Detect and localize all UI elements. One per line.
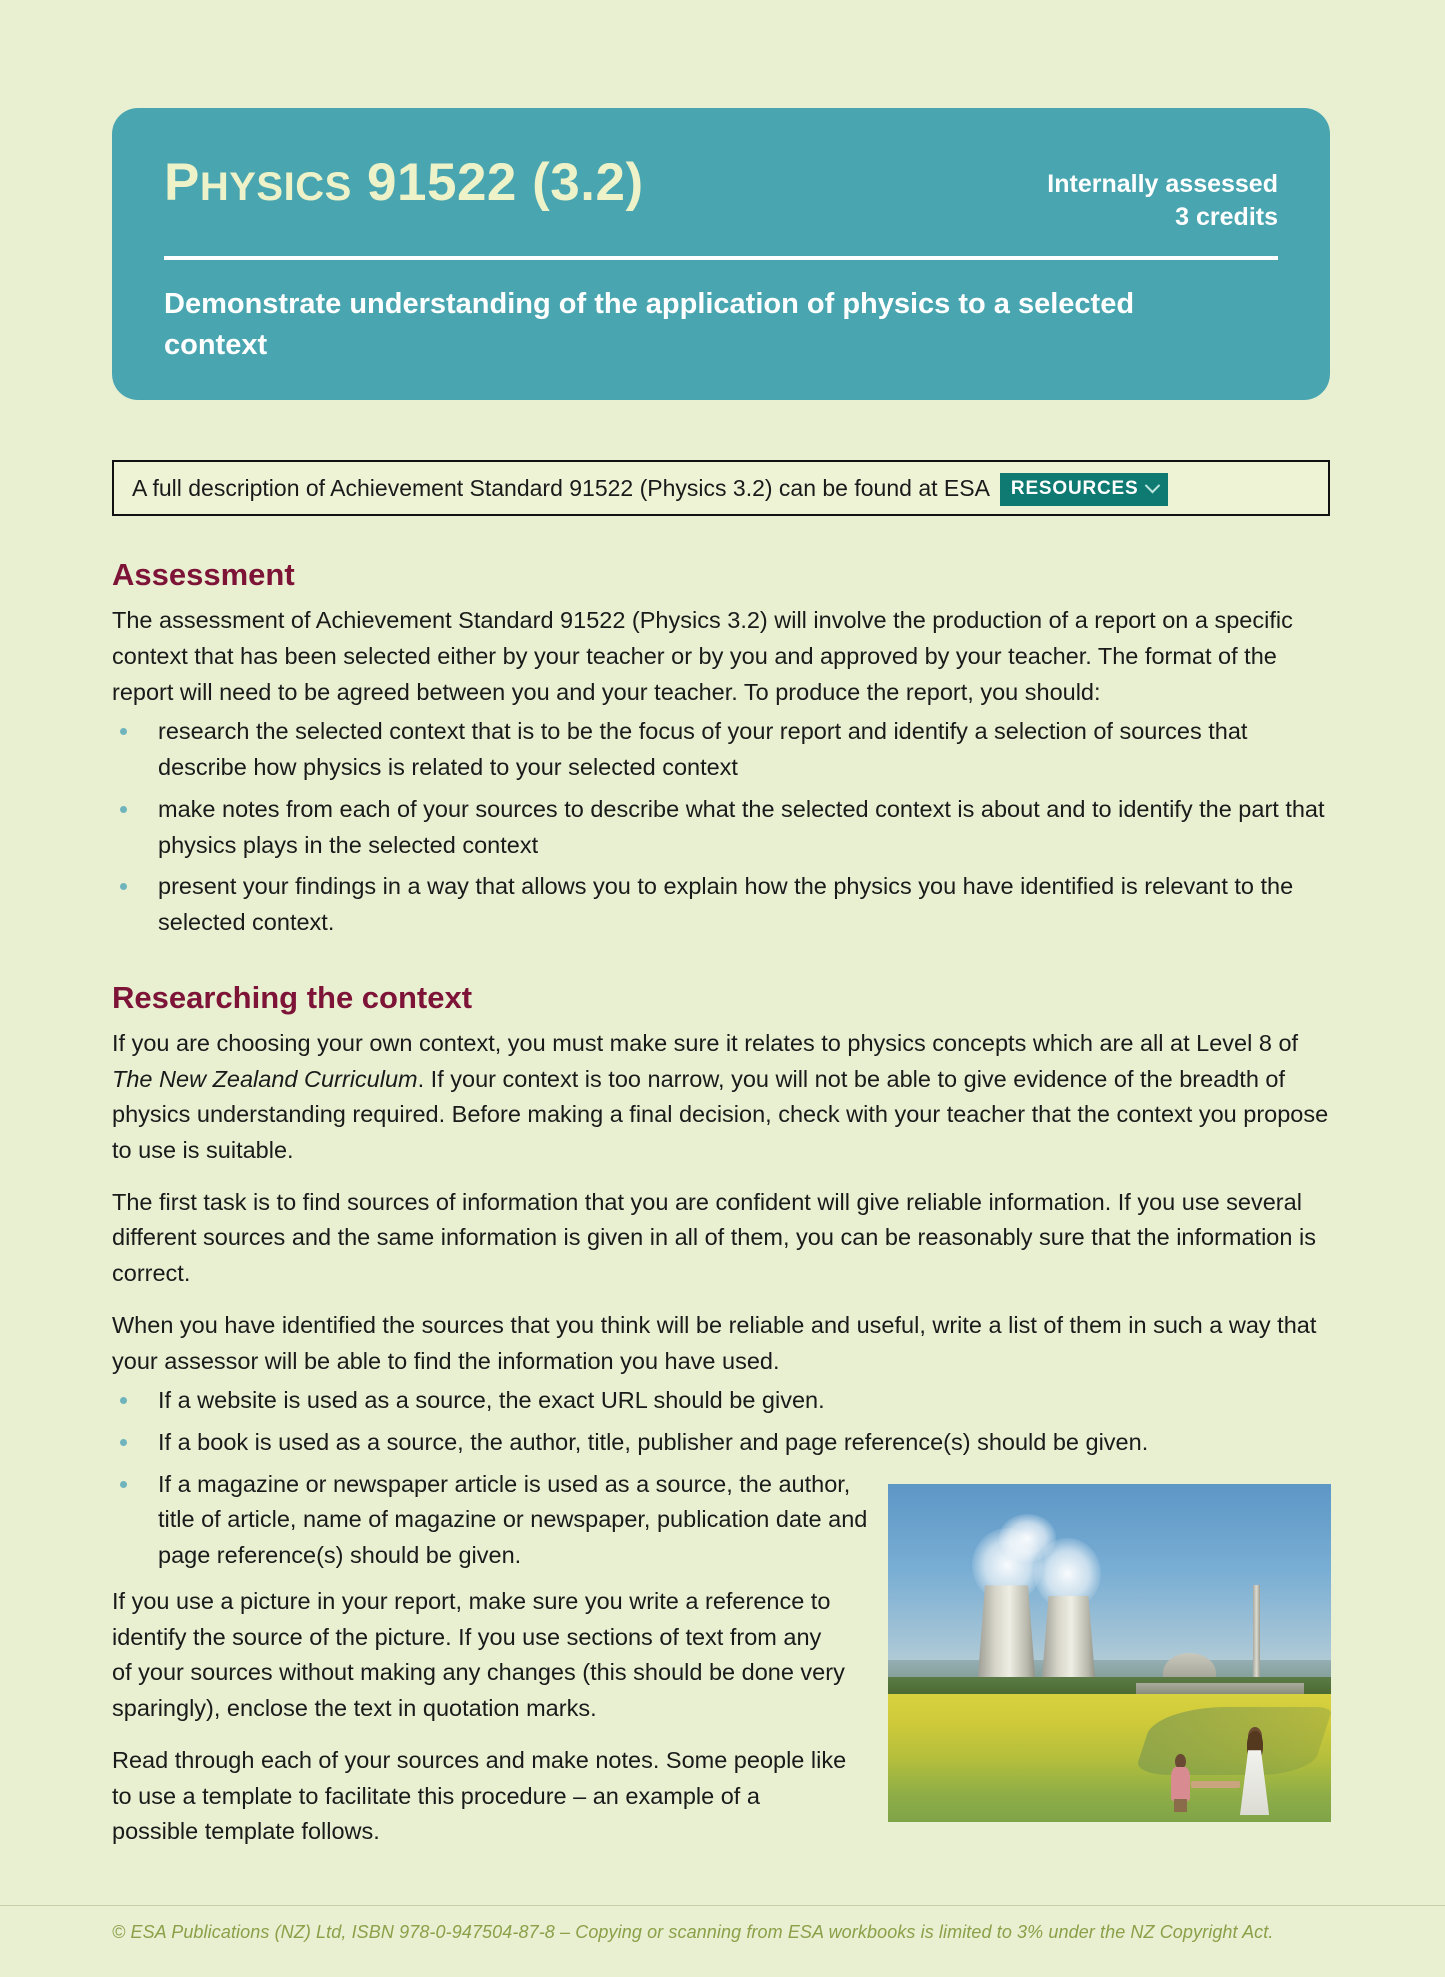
page-title-code: 91522 (3.2) bbox=[351, 153, 644, 212]
page-title-initial: P bbox=[164, 153, 200, 212]
researching-p1-part2: . If your context is too narrow, you will not be able to give evidence of the breadth of physics understanding required. Before making a final decision, check with your teacher that the context you propose to use is suitable. bbox=[112, 1065, 1329, 1163]
footer-divider bbox=[0, 1905, 1445, 1906]
assessment-type: Internally assessed bbox=[1047, 170, 1278, 198]
list-item: If a magazine or newspaper article is used as a source, the author, title of article, name of magazine or newspaper, publication date and page reference(s) should be given. bbox=[112, 1467, 893, 1574]
photo-sky bbox=[888, 1484, 1331, 1677]
researching-paragraph-4: If you use a picture in your report, make sure you write a reference to identify the source of the picture. If you use sections of text from any of your sources without making any changes (this should be done very sparingly), enclose the text in quotation marks. bbox=[112, 1587, 845, 1722]
esa-notice-text: A full description of Achievement Standard 91522 (Physics 3.2) can be found at ESA bbox=[132, 474, 990, 501]
photo-child-dress bbox=[1240, 1750, 1269, 1815]
banner-top-row bbox=[164, 153, 1278, 234]
researching-paragraph-2: The first task is to find sources of information that you are confident will give reliable information. If you use several different sources and the same information is given in all of them, you can be reasonably sure that the information is correct. bbox=[112, 1188, 1316, 1287]
credits-value: 3 credits bbox=[1175, 203, 1278, 231]
standard-subtitle: Demonstrate understanding of the application of physics to a selected context bbox=[164, 288, 1135, 362]
photo-child-shirt bbox=[1171, 1767, 1190, 1801]
photo-joined-hands bbox=[1191, 1781, 1240, 1788]
banner-divider bbox=[164, 256, 1278, 260]
assessment-bullet-list bbox=[112, 714, 1330, 940]
header-banner bbox=[112, 108, 1330, 400]
section-heading-assessment: Assessment bbox=[112, 557, 295, 592]
list-item: If a website is used as a source, the exact URL should be given. bbox=[112, 1383, 1330, 1419]
esa-resources-label: RESOURCES bbox=[1010, 477, 1139, 499]
researching-p1-part1: If you are choosing your own context, you must make sure it relates to physics concepts which are all at Level 8 of bbox=[112, 1029, 1299, 1056]
assessment-meta bbox=[1047, 156, 1278, 234]
photo-child-girl bbox=[1238, 1727, 1271, 1815]
list-item: make notes from each of your sources to describe what the selected context is about and to identify the part that physics plays in the selected context bbox=[112, 792, 1330, 863]
esa-resources-badge[interactable] bbox=[1000, 473, 1169, 506]
chevron-down-icon bbox=[1145, 478, 1161, 494]
page-title-smallcaps: HYSICS bbox=[199, 165, 352, 209]
power-station-photo bbox=[888, 1484, 1331, 1822]
photo-child-boy bbox=[1169, 1754, 1191, 1811]
footer-copyright: © ESA Publications (NZ) Ltd, ISBN 978-0-947504-87-8 – Copying or scanning from ESA workbooks is limited to 3% under the NZ Copyright Act. bbox=[112, 1922, 1274, 1942]
researching-paragraph-1 bbox=[112, 1026, 1330, 1169]
list-item: research the selected context that is to be the focus of your report and identify a selection of sources that describe how physics is related to your selected context bbox=[112, 714, 1330, 785]
list-item: present your findings in a way that allows you to explain how the physics you have identified is relevant to the selected context. bbox=[112, 869, 1330, 940]
esa-notice-box bbox=[112, 460, 1330, 516]
curriculum-title: The New Zealand Curriculum bbox=[112, 1065, 418, 1092]
section-heading-researching: Researching the context bbox=[112, 979, 473, 1015]
researching-paragraph-5: Read through each of your sources and make notes. Some people like to use a template to facilitate this procedure – an example of a possible template follows. bbox=[112, 1746, 847, 1845]
page-title bbox=[164, 153, 644, 212]
list-item: If a book is used as a source, the author, title, publisher and page reference(s) should be given. bbox=[112, 1425, 1330, 1461]
researching-paragraph-3: When you have identified the sources that you think will be reliable and useful, write a list of them in such a way that your assessor will be able to find the information you have used. bbox=[112, 1311, 1317, 1374]
assessment-intro-paragraph: The assessment of Achievement Standard 91522 (Physics 3.2) will involve the production of a report on a specific context that has been selected either by your teacher or by you and approved by your teacher. The format of the report will need to be agreed between you and your teacher. To produce the report, you should: bbox=[112, 607, 1293, 705]
photo-child-legs bbox=[1174, 1799, 1186, 1812]
